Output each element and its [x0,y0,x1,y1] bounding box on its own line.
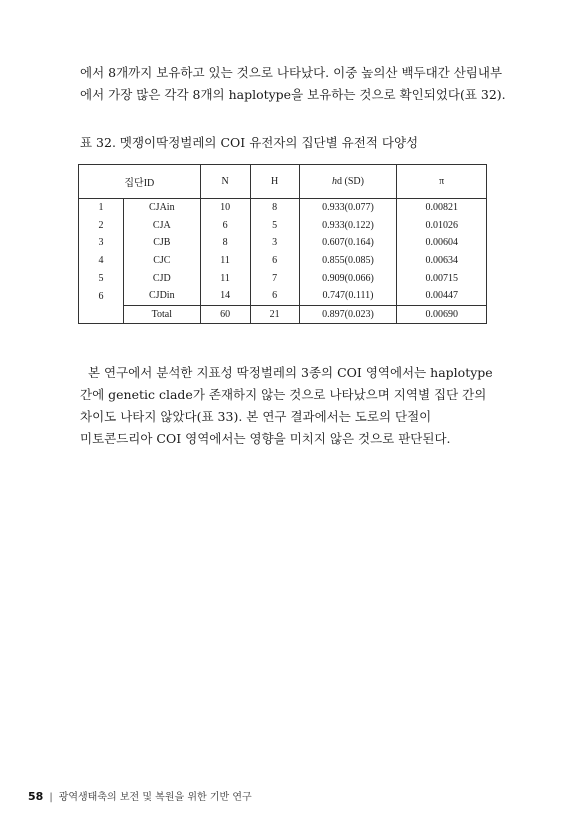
row-n: 8 [200,234,250,252]
row-h: 7 [250,269,299,287]
row-h: 6 [250,252,299,270]
row-group-id: CJA [123,217,200,235]
row-number: 4 [79,252,124,270]
row-hd: 0.933(0.077) [299,199,397,217]
total-number-cell [79,305,124,324]
row-pi: 0.00821 [425,202,458,214]
row-h: 3 [250,234,299,252]
paragraph-line: 차이도 나타지 않았다(표 33). 본 연구 결과에서는 도로의 단절이 [80,409,432,424]
table-row [79,234,487,252]
paragraph-line: 미토콘드리아 COI 영역에서는 영향을 미치지 않은 것으로 판단된다. [80,431,451,446]
paragraph-line: 에서 8개까지 보유하고 있는 것으로 나타났다. 이중 높의산 백두대간 산림내부 [80,65,503,80]
table-row [79,269,487,287]
table-row [79,252,487,270]
header-group-id: 집단ID [79,165,201,199]
body-paragraph-1 [80,62,510,106]
header-hd-italic: h [332,176,338,187]
table-row [79,199,487,217]
row-hd: 0.855(0.085) [299,252,397,270]
row-pi: 0.01026 [425,219,458,231]
page-footer [28,788,252,803]
row-group-id: CJD [123,269,200,287]
row-pi: 0.00604 [425,237,458,249]
table-total-row [79,305,487,324]
row-group-id: CJDin [123,287,200,305]
page-number: 58 [28,790,44,803]
row-n: 10 [200,199,250,217]
total-label: Total [123,305,200,324]
table-caption: 표 32. 멧쟁이딱정벌레의 COI 유전자의 집단별 유전적 다양성 [80,135,419,150]
genetic-diversity-table [78,164,487,324]
row-hd: 0.747(0.111) [299,287,397,305]
total-n: 60 [200,305,250,324]
row-number: 1 [79,199,124,217]
header-n: N [200,165,250,199]
paragraph-line: 간에 genetic clade가 존재하지 않는 것으로 나타났으며 지역별 집단 간의 [80,387,487,402]
footer-separator: | [49,792,53,803]
table-header-row [79,165,487,199]
row-number: 6 [79,287,124,305]
table-row [79,217,487,235]
row-group-id: CJB [123,234,200,252]
body-paragraph-2 [80,362,510,450]
row-number: 2 [79,217,124,235]
total-pi: 0.00690 [397,305,487,324]
row-h: 5 [250,217,299,235]
header-hd-rest: d (SD) [337,176,364,187]
row-h: 8 [250,199,299,217]
row-h: 6 [250,287,299,305]
row-number: 5 [79,269,124,287]
total-h: 21 [250,305,299,324]
row-group-id: CJC [123,252,200,270]
paragraph-line: 본 연구에서 분석한 지표성 딱정벌레의 3종의 COI 영역에서는 haplotype [80,365,493,380]
header-hd [299,165,397,199]
row-group-id: CJAin [123,199,200,217]
row-n: 14 [200,287,250,305]
row-number: 3 [79,234,124,252]
row-hd: 0.909(0.066) [299,269,397,287]
row-hd: 0.607(0.164) [299,234,397,252]
row-n: 11 [200,252,250,270]
row-hd: 0.933(0.122) [299,217,397,235]
row-n: 6 [200,217,250,235]
running-title: 광역생태축의 보전 및 복원을 위한 기반 연구 [58,792,252,803]
total-hd: 0.897(0.023) [299,305,397,324]
row-pi: 0.00634 [425,255,458,267]
header-pi: π [397,165,487,199]
row-pi: 0.00447 [425,290,458,302]
table-row [79,287,487,305]
header-h: H [250,165,299,199]
paragraph-line: 에서 가장 많은 각각 8개의 haplotype을 보유하는 것으로 확인되었다(표 32). [80,87,506,102]
row-n: 11 [200,269,250,287]
row-pi: 0.00715 [425,272,458,284]
